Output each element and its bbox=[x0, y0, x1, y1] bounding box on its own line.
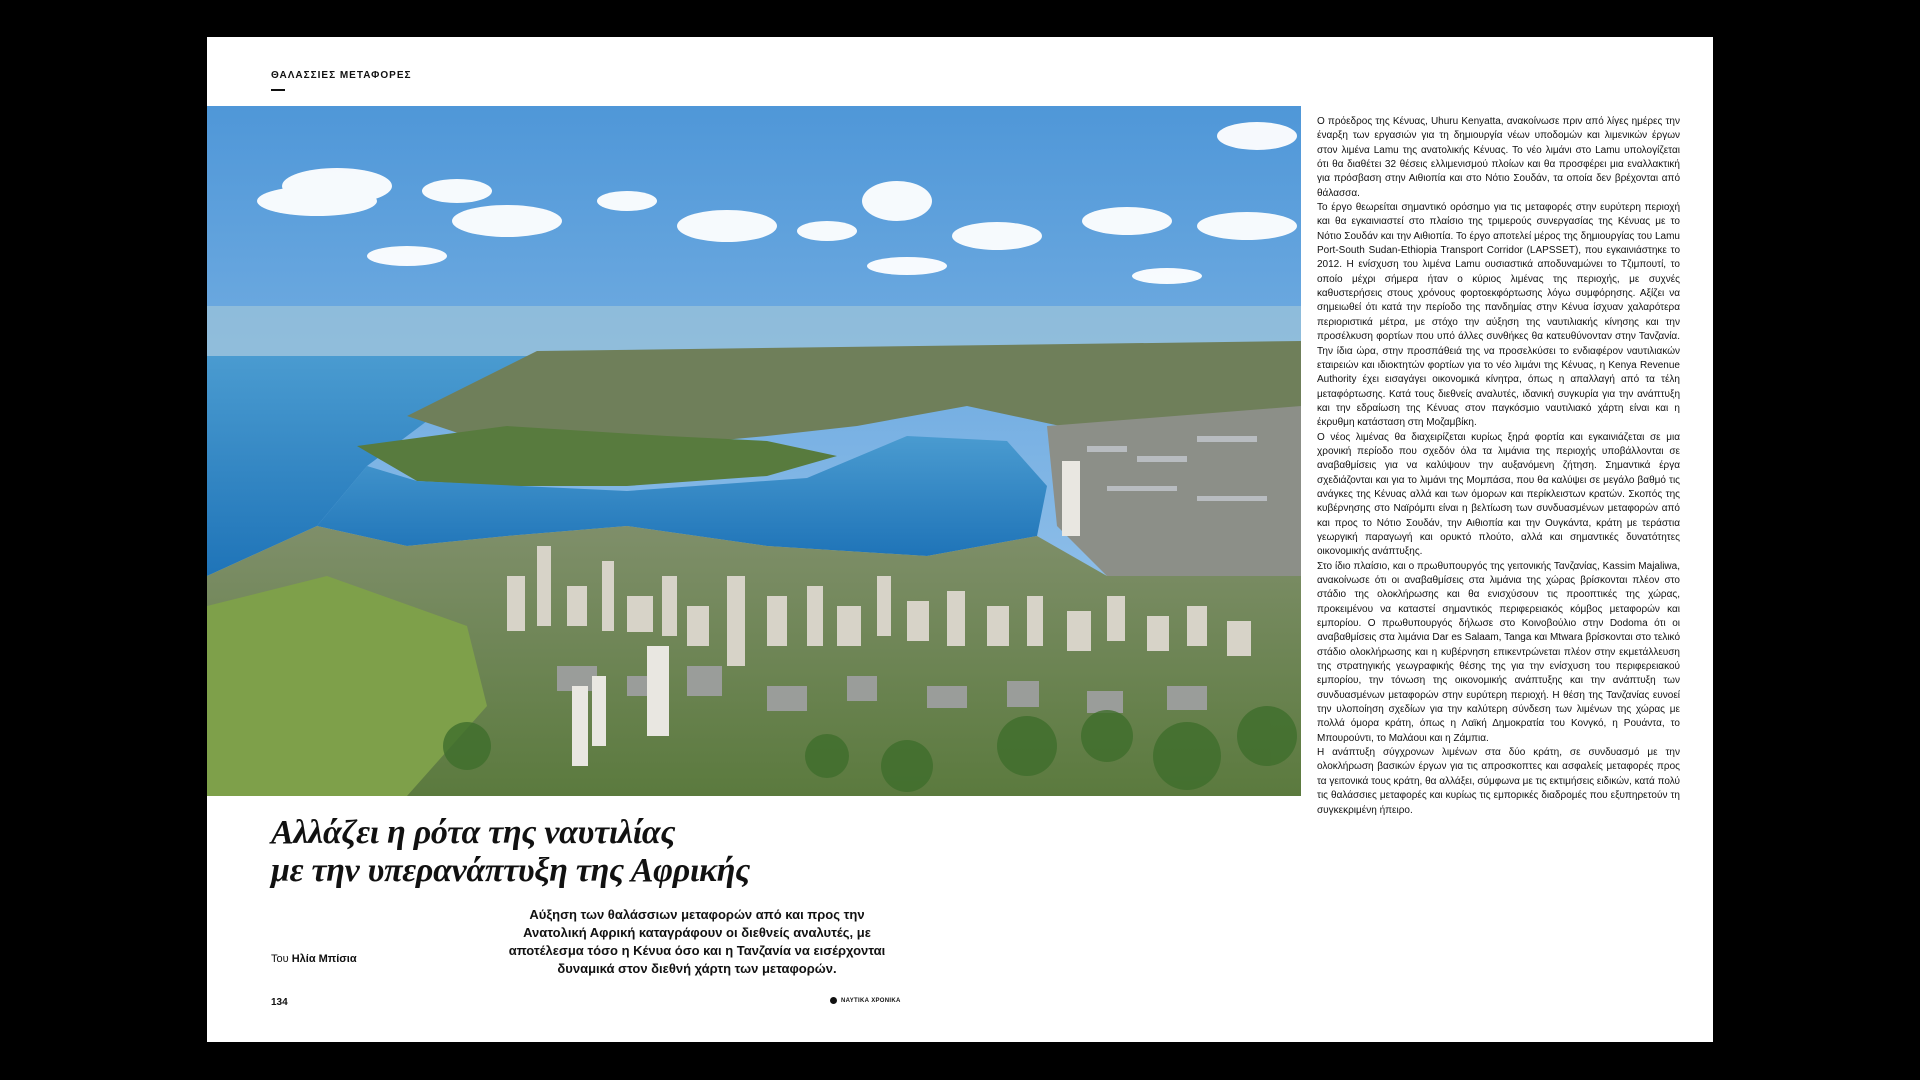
body-paragraph: Ο πρόεδρος της Κένυας, Uhuru Kenyatta, ανακοίνωσε πριν από λίγες ημέρες την έναρξη των εργασιών για τη δημιουργία νέων υποδομών και λιμενικών έργων στον λιμένα Lamu της ανατολικής Κένυας. Το νέο λιμάνι στο Lamu υπολογίζεται ότι θα διαθέτει 32 θέσεις ελλιμενισμού πλοίων και θα προσφέρει μια εναλλακτική για πρόσβαση στην Αιθιοπία και στο Νότιο Σουδάν, τα οποία δεν βρέχονται από θάλασσα. bbox=[1317, 116, 1680, 199]
article-lede: Αύξηση των θαλάσσιων μεταφορών από και προς την Ανατολική Αφρική καταγράφουν οι διεθνείς αναλυτές, με αποτέλεσμα τόσο η Κένυα όσο και η Τανζανία να εισέρχονται δυναμικά στον διεθνή χάρτη των μεταφορών. bbox=[508, 907, 886, 976]
body-paragraph: Στο ίδιο πλαίσιο, και ο πρωθυπουργός της γειτονικής Τανζανίας, Kassim Majaliwa, ανακοίνωσε ότι οι αναβαθμίσεις στα λιμάνια της χώρας βρίσκονται πλέον στο στάδιο της ολοκλήρωσης και θα ενισχύσουν τις προοπτικές της χώρας, προκειμένου να καταστεί σημαντικός περιφερειακός κόμβος μεταφορών και εμπορίου. Ο πρωθυπουργός δήλωσε στο Κοινοβούλιο στην Dodoma ότι οι αναβαθμίσεις στα λιμάνια Dar es Salaam, Tanga και Mtwara βρίσκονται στο τελικό στάδιο ολοκλήρωσης και η κυβέρνηση επικεντρώνεται πλέον στην εκμετάλλευση της στρατηγικής γεωγραφικής θέσης της για την ενίσχυση του περιφερειακού εμπορίου, την τόνωση της οικονομικής ανάπτυξης και την ανάπτυξη των συνδυασμένων μεταφορών στην ευρύτερη περιοχή. Η θέση της Τανζανίας ευνοεί την υλοποίηση σχεδίων για την καλύτερη σύνδεση των λιμένων της χώρας με πολλά όμορα κράτη, όπως η Λαϊκή Δημοκρατία του Κονγκό, η Ρουάντα, το Μπουρούντι, το Μαλάουι και η Ζάμπια. bbox=[1317, 560, 1680, 744]
article-title-line2: με την υπερανάπτυξη της Αφρικής bbox=[271, 852, 751, 889]
section-rule bbox=[271, 89, 285, 91]
body-paragraph: Η ανάπτυξη σύγχρονων λιμένων στα δύο κράτη, σε συνδυασμό με την ολοκλήρωση βασικών έργων για τις απροσκοπτες και ασφαλείς μεταφορές προς τα γειτονικά τους κράτη, θα αλλάξει, σύμφωνα με τις εκτιμήσεις ειδικών, κατά πολύ τις θαλάσσιες μεταφορές και κυρίως τις εμπορικές διαδρομές που εξυπηρετούν τη συγκεκριμένη ήπειρο. bbox=[1317, 747, 1680, 816]
article-title-line1: Αλλάζει η ρότα της ναυτιλίας bbox=[271, 814, 676, 851]
article-title bbox=[271, 814, 871, 890]
body-paragraph: Ο νέος λιμένας θα διαχειρίζεται κυρίως ξηρά φορτία και εγκαινιάζεται σε μια χρονική περίοδο που σχεδόν όλα τα λιμάνια της περιοχής υποβάλλονται σε αναβαθμίσεις για να καλύψουν την αυξανόμενη ζήτηση. Σημαντικά έργα σχεδιάζονται και για το λιμάνι της Μομπάσα, που θα καλύψει σε μεγάλο βαθμό τις ανάγκες της Κένυας αλλά και των όμορων και περίκλειστων κρατών. Σκοπός της κυβέρνησης στο Ναϊρόμπι είναι η βελτίωση των συνδυασμένων μεταφορών από και προς το Νότιο Σουδάν, την Αιθιοπία και την Ουγκάντα, κράτη με τεράστια γεωργική παραγωγή και ορυκτό πλούτο, αλλά και σημαντικές δυνατότητες οικονομικής ανάπτυξης. bbox=[1317, 431, 1680, 558]
magazine-footer bbox=[830, 997, 901, 1004]
section-label: ΘΑΛΑΣΣΙΕΣ ΜΕΤΑΦΟΡΕΣ bbox=[271, 70, 412, 81]
body-paragraph: Το έργο θεωρείται σημαντικό ορόσημο για τις μεταφορές στην ευρύτερη περιοχή και θα εγκαινιαστεί στο πλαίσιο της τριμερούς συνεργασίας της Κένυας με το Νότιο Σουδάν και την Αιθιοπία. Το έργο αποτελεί μέρος της δημιουργίας του Lamu Port-South Sudan-Ethiopia Transport Corridor (LAPSSET), που εγκαινιάστηκε το 2012. Η ενίσχυση του λιμένα Lamu ουσιαστικά αποδυναμώνει το Τζιμπουτί, το οποίο μέχρι σήμερα ήταν ο κύριος λιμένας της περιοχής, με συχνές καθυστερήσεις στους χρόνους φορτοεκφόρτωσης λόγω συμφόρησης. Αξίζει να σημειωθεί ότι κατά την περίοδο της πανδημίας στην Κένυα ίσχυαν χαλαρότερα περιοριστικά μέτρα, με στόχο την αύξηση της ναυτιλιακής κίνησης και την προσέλκυση φορτίων που υπό άλλες συνθήκες θα κατευθύνονταν στην Τανζανία. Την ίδια ώρα, στην προσπάθειά της να προσελκύσει το ενδιαφέρον ναυτιλιακών εταιρειών και ιδιοκτητών φορτίων για το νέο λιμάνι της Κένυας, η Kenya Revenue Authority έχει εισαγάγει οικονομικά κίνητρα, όπως η απαλλαγή από τα τέλη μεταφόρτωσης. Κατά τους διεθνείς αναλυτές, ιδανική συγκυρία για την ανάπτυξη και την εδραίωση της Κένυας στον παγκόσμιο ναυτιλιακό χάρτη είναι και η έκρυθμη κατάσταση στη Μοζαμβίκη. bbox=[1317, 202, 1680, 429]
magazine-name: ΝΑΥΤΙΚΑ ΧΡΟΝΙΚΑ bbox=[841, 997, 901, 1004]
aerial-city-harbor-photo bbox=[207, 106, 1301, 796]
article-body bbox=[1317, 115, 1680, 818]
byline bbox=[271, 953, 357, 965]
byline-prefix: Του bbox=[271, 953, 292, 965]
author-name: Ηλία Μπίσια bbox=[291, 953, 357, 965]
magazine-logo-icon bbox=[830, 997, 837, 1004]
magazine-spread bbox=[207, 37, 1713, 1042]
page-number: 134 bbox=[271, 997, 288, 1008]
